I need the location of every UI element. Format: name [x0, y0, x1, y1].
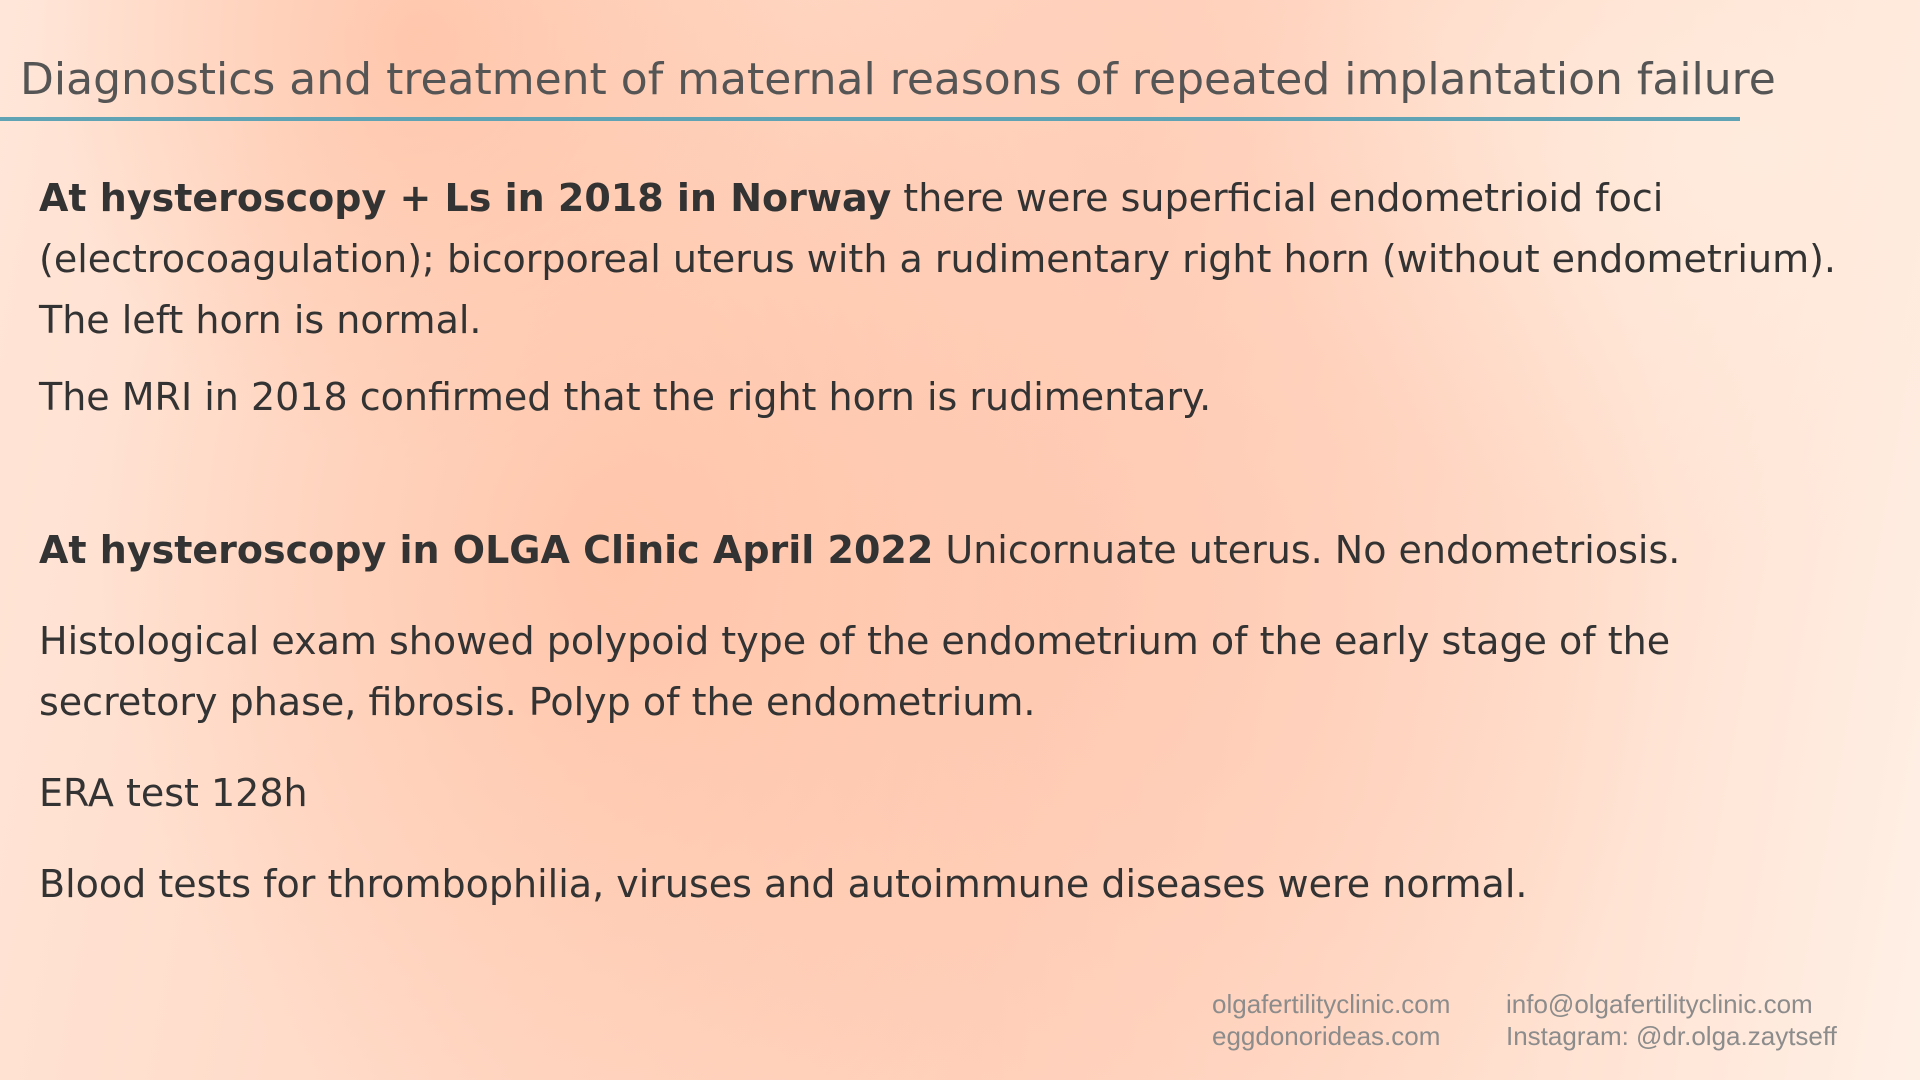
paragraph-blood-tests [39, 854, 1839, 915]
paragraph-text: Unicornuate uterus. No endometriosis. [933, 528, 1681, 572]
footer-websites [1212, 988, 1450, 1052]
footer-instagram: Instagram: @dr.olga.zaytseff [1506, 1021, 1837, 1051]
footer-email: info@olgafertilityclinic.com [1506, 989, 1813, 1019]
footer-contacts [1506, 988, 1837, 1052]
paragraph-era-test [39, 763, 1839, 824]
paragraph-hysteroscopy-2022 [39, 520, 1839, 581]
paragraph-hysteroscopy-2018 [39, 168, 1839, 351]
paragraph-text: The MRI in 2018 confirmed that the right horn is rudimentary. [39, 375, 1212, 419]
footer-website-eggdonorideas: eggdonorideas.com [1212, 1021, 1441, 1051]
paragraph-bold-lead: At hysteroscopy + Ls in 2018 in Norway [39, 176, 892, 220]
slide-content [39, 168, 1839, 915]
paragraph-bold-lead: At hysteroscopy in OLGA Clinic April 2022 [39, 528, 934, 572]
paragraph-text: there were superficial endometrioid foci (electrocoagulation); bicorporeal uterus with a rudimentary right horn (without endometrium). The left horn is normal. [39, 176, 1836, 342]
footer-website-olgafertilityclinic: olgafertilityclinic.com [1212, 989, 1451, 1019]
paragraph-text: Histological exam showed polypoid type of the endometrium of the early stage of the secretory phase, fibrosis. Polyp of the endometrium. [39, 619, 1671, 724]
paragraph-histology [39, 611, 1839, 733]
title-underline [0, 117, 1740, 121]
slide-title: Diagnostics and treatment of maternal reasons of repeated implantation failure [20, 54, 1776, 105]
paragraph-mri-2018 [39, 367, 1839, 428]
paragraph-text: Blood tests for thrombophilia, viruses and autoimmune diseases were normal. [39, 862, 1528, 906]
paragraph-text: ERA test 128h [39, 771, 308, 815]
